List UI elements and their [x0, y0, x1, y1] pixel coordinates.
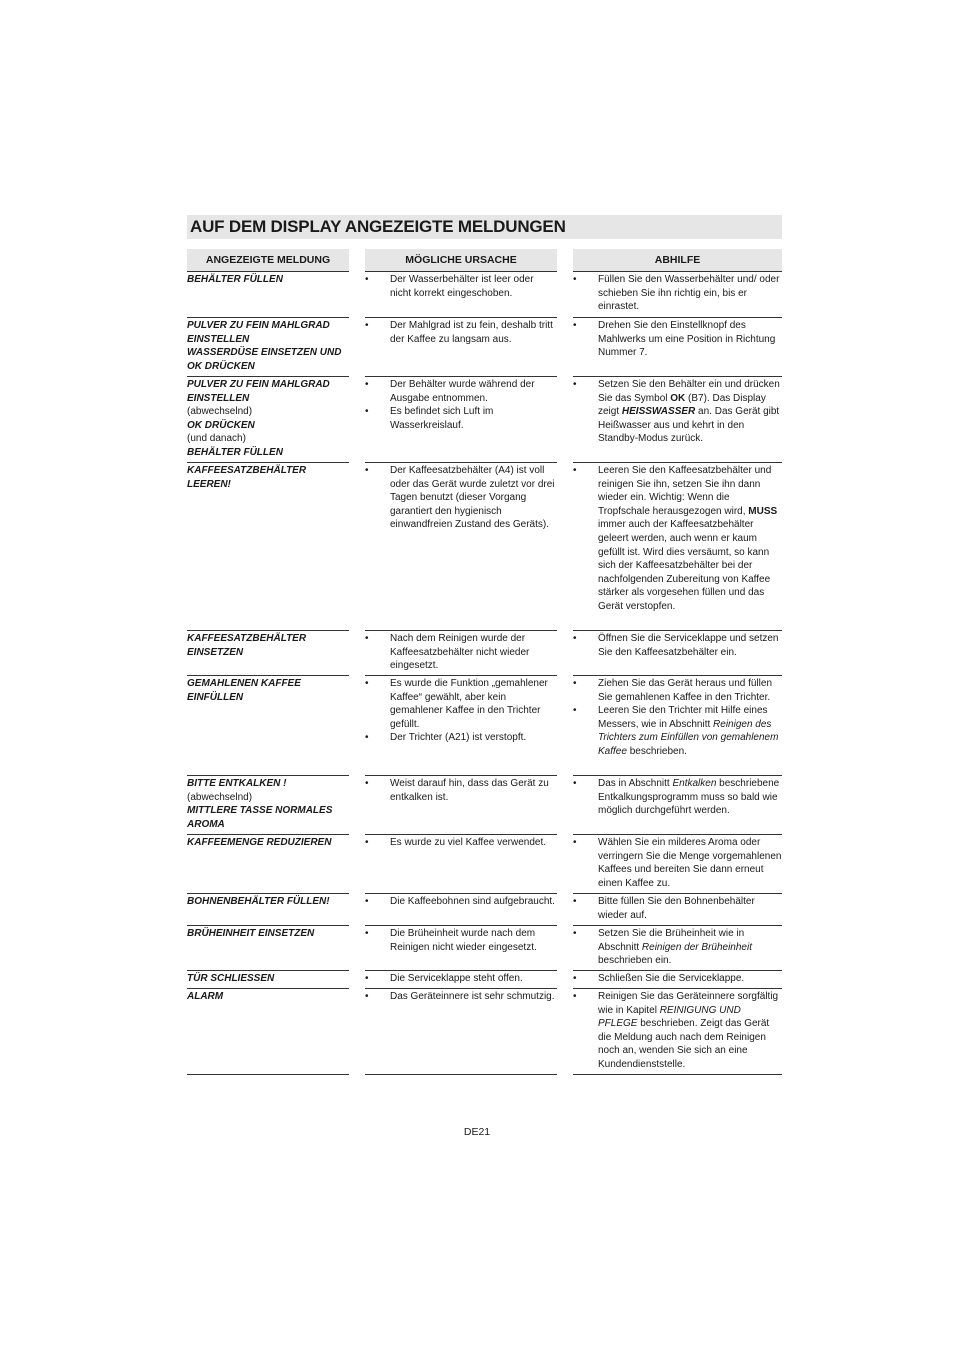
table-bottom-rule	[187, 1074, 349, 1075]
message-cell	[187, 970, 349, 986]
message-cell	[187, 317, 349, 373]
text-segment: Das Geräteinnere ist sehr schmutzig.	[390, 991, 555, 1002]
message-cell	[187, 775, 349, 831]
cause-cell	[365, 630, 557, 673]
text-segment: Es wurde zu viel Kaffee verwendet.	[390, 837, 547, 848]
text-segment: Das in Abschnitt	[598, 778, 673, 789]
bullet-item	[573, 990, 782, 1072]
cause-cell	[365, 376, 557, 432]
remedy-cell	[573, 834, 782, 890]
remedy-cell	[573, 988, 782, 1072]
message-cell	[187, 675, 349, 704]
column-header-message: ANGEZEIGTE MELDUNG	[187, 249, 349, 271]
text-segment: Reinigen der Brüheinheit	[641, 941, 752, 953]
remedy-cell	[573, 271, 782, 314]
text-segment: Wählen Sie ein milderes Aroma oder verringern Sie die Menge vorgemahlenen Kaffees und bereiten Sie dann erneut einen Kaffee zu.	[598, 837, 782, 889]
text-segment: REINIGUNG UND PFLEGE	[598, 1004, 741, 1030]
bullet-item	[365, 464, 557, 532]
cause-cell	[365, 988, 557, 1004]
text-segment: Drehen Sie den Einstellknopf des Mahlwerks um eine Position in Richtung Nummer 7.	[598, 320, 776, 359]
text-segment: Der Trichter (A21) ist verstopft.	[390, 732, 527, 744]
table-bottom-rule	[573, 1074, 782, 1075]
message-cell	[187, 988, 349, 1004]
display-message: OK DRÜCKEN	[187, 419, 255, 431]
bullet-item	[365, 378, 557, 405]
display-message: PULVER ZU FEIN MAHLGRAD EINSTELLEN	[187, 379, 330, 404]
bullet-item	[365, 990, 557, 1004]
bullet-item	[573, 927, 782, 968]
display-message: BITTE ENTKALKEN !	[187, 778, 287, 789]
bullet-item	[365, 677, 557, 731]
text-segment: Der Mahlgrad ist zu fein, deshalb tritt der Kaffee zu langsam aus.	[390, 320, 553, 345]
cause-cell	[365, 317, 557, 346]
page-title: AUF DEM DISPLAY ANGEZEIGTE MELDUNGEN	[187, 215, 782, 239]
text-segment: Reinigen des Trichters zum Einfüllen von gemahlenem Kaffee	[598, 718, 779, 757]
text-segment: Entkalken	[672, 778, 717, 789]
remedy-cell	[573, 970, 782, 986]
text-segment: Der Kaffeesatzbehälter (A4) ist voll oder das Gerät wurde zuletzt vor drei Tagen benutzt (dieser Vorgang garantiert den hygienisch einwandfreien Zustand des Geräts).	[390, 465, 555, 531]
message-cell	[187, 834, 349, 850]
message-cell	[187, 630, 349, 659]
text-segment: Die Serviceklappe steht offen.	[390, 973, 523, 984]
bullet-item	[365, 927, 557, 954]
cause-cell	[365, 893, 557, 909]
display-message: KAFFEEMENGE REDUZIEREN	[187, 837, 332, 848]
display-message: (abwechselnd)	[187, 406, 253, 418]
text-segment: Es befindet sich Luft im Wasserkreislauf.	[390, 406, 494, 431]
text-segment: Schließen Sie die Serviceklappe.	[598, 973, 745, 984]
column-header-remedy: ABHILFE	[573, 249, 782, 271]
remedy-cell	[573, 317, 782, 360]
table-bottom-rule	[365, 1074, 557, 1075]
display-message: MITTLERE TASSE NORMALES AROMA	[187, 805, 333, 830]
message-cell	[187, 893, 349, 909]
text-segment: Leeren Sie den Trichter mit Hilfe eines Messers, wie in Abschnitt	[598, 705, 768, 730]
text-segment: beschrieben.	[626, 745, 687, 757]
bullet-item	[573, 777, 782, 818]
text-segment: beschriebene Entkalkungsprogramm muss so bald wie möglich durchgeführt werden.	[598, 778, 780, 817]
cause-cell	[365, 462, 557, 532]
cause-cell	[365, 925, 557, 954]
text-segment: OK	[670, 392, 686, 404]
bullet-item	[365, 273, 557, 300]
remedy-cell	[573, 775, 782, 818]
text-segment: immer auch der Kaffeesatzbehälter geleert werden, auch wenn er kaum gefüllt ist. Wird dies versäumt, so kann sich der Kaffeesatzbehälter bei der nachfolgenden Zubereitung von Kaffee stärker als vorgesehen füllen und das Gerät verstopfen.	[598, 519, 771, 612]
text-segment: Weist darauf hin, dass das Gerät zu entkalken ist.	[390, 778, 549, 803]
bullet-item	[365, 319, 557, 346]
cause-cell	[365, 775, 557, 804]
remedy-cell	[573, 893, 782, 922]
text-segment: Der Behälter wurde während der Ausgabe entnommen.	[390, 379, 535, 404]
text-segment: HEISSWASSER	[621, 406, 696, 418]
display-message: (und danach)	[187, 433, 246, 445]
text-segment: Setzen Sie den Behälter ein und drücken Sie das Symbol	[598, 379, 780, 404]
text-segment: beschrieben. Zeigt das Gerät die Meldung auch nach dem Reinigen noch an, wenden Sie sich an eine Kundendienststelle.	[598, 1018, 770, 1070]
bullet-item	[365, 405, 557, 432]
text-segment: an. Das Gerät gibt Heißwasser aus und kehrt in den Standby-Modus zurück.	[598, 406, 780, 445]
text-segment: Setzen Sie die Brüheinheit wie in Abschnitt	[598, 928, 745, 953]
cause-cell	[365, 675, 557, 745]
display-message: BOHNENBEHÄLTER FÜLLEN!	[187, 896, 330, 907]
message-cell	[187, 925, 349, 941]
cause-cell	[365, 834, 557, 850]
display-message: ALARM	[187, 991, 224, 1002]
bullet-item	[365, 972, 557, 986]
text-segment: Nach dem Reinigen wurde der Kaffeesatzbehälter nicht wieder eingesetzt.	[390, 633, 530, 672]
page-number: DE21	[463, 1126, 491, 1138]
remedy-cell	[573, 675, 782, 759]
message-cell	[187, 271, 349, 287]
cause-cell	[365, 271, 557, 300]
text-segment: Füllen Sie den Wasserbehälter und/ oder schieben Sie ihn richtig ein, bis er einrastet.	[598, 274, 780, 313]
bullet-item	[573, 464, 782, 614]
text-segment: MUSS	[748, 505, 778, 517]
text-segment: Ziehen Sie das Gerät heraus und füllen Sie gemahlenen Kaffee in den Trichter.	[598, 678, 772, 703]
bullet-item	[573, 972, 782, 986]
text-segment: (B7). Das Display zeigt	[598, 392, 766, 418]
bullet-item	[573, 704, 782, 758]
bullet-item	[365, 632, 557, 673]
bullet-item	[573, 836, 782, 890]
bullet-item	[573, 319, 782, 360]
bullet-item	[365, 777, 557, 804]
text-segment: Die Brüheinheit wurde nach dem Reinigen nicht wieder eingesetzt.	[390, 928, 537, 953]
display-message: GEMAHLENEN KAFFEE EINFÜLLEN	[187, 678, 301, 703]
text-segment: Die Kaffeebohnen sind aufgebraucht.	[390, 896, 555, 907]
bullet-item	[573, 632, 782, 659]
display-message: TÜR SCHLIESSEN	[187, 973, 275, 984]
text-segment: Es wurde die Funktion „gemahlener Kaffee“ gewählt, aber kein gemahlener Kaffee in den Trichter gefüllt.	[390, 678, 548, 730]
display-message: KAFFEESATZBEHÄLTER EINSETZEN	[187, 633, 307, 658]
display-message: KAFFEESATZBEHÄLTER LEEREN!	[187, 465, 307, 490]
bullet-item	[365, 895, 557, 909]
remedy-cell	[573, 376, 782, 446]
bullet-item	[573, 378, 782, 446]
bullet-item	[573, 677, 782, 704]
text-segment: Reinigen Sie das Geräteinnere sorgfältig wie in Kapitel	[598, 991, 779, 1016]
message-cell	[187, 376, 349, 460]
display-message: WASSERDÜSE EINSETZEN UND OK DRÜCKEN	[187, 347, 342, 372]
remedy-cell	[573, 925, 782, 968]
bullet-item	[573, 895, 782, 922]
display-message: (abwechselnd)	[187, 791, 253, 803]
column-header-cause: MÖGLICHE URSACHE	[365, 249, 557, 271]
display-message: BRÜHEINHEIT EINSETZEN	[187, 928, 315, 939]
text-segment: Öffnen Sie die Serviceklappe und setzen Sie den Kaffeesatzbehälter ein.	[598, 633, 779, 658]
bullet-item	[365, 731, 557, 745]
cause-cell	[365, 970, 557, 986]
text-segment: Bitte füllen Sie den Bohnenbehälter wieder auf.	[598, 896, 755, 921]
text-segment: beschrieben ein.	[598, 955, 672, 967]
display-message: BEHÄLTER FÜLLEN	[187, 274, 283, 285]
display-message: BEHÄLTER FÜLLEN	[187, 446, 283, 458]
bullet-item	[365, 836, 557, 850]
message-cell	[187, 462, 349, 491]
remedy-cell	[573, 462, 782, 614]
display-message: PULVER ZU FEIN MAHLGRAD EINSTELLEN	[187, 320, 330, 345]
text-segment: Der Wasserbehälter ist leer oder nicht korrekt eingeschoben.	[390, 274, 534, 299]
bullet-item	[573, 273, 782, 314]
text-segment: Leeren Sie den Kaffeesatzbehälter und reinigen Sie ihn, setzen Sie ihn dann wieder ein. Wichtig: Wenn die Tropfschale herausgezogen wird,	[598, 465, 772, 517]
remedy-cell	[573, 630, 782, 659]
